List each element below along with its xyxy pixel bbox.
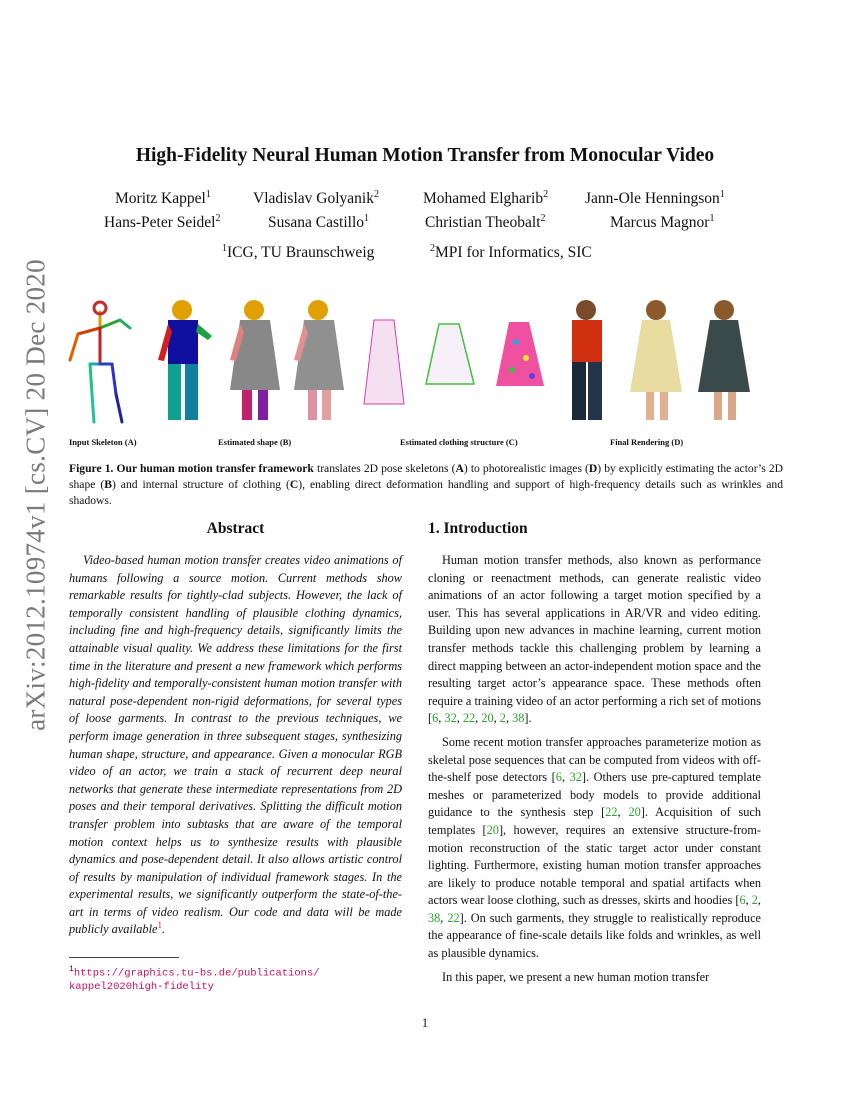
affiliation: $^2$MPI for Informatics, SIC: [430, 242, 592, 261]
text-run: Some recent motion transfer approaches parameterize motion as skeletal pose sequences that can be computed from videos with off-the-shelf pose detectors [: [428, 734, 761, 785]
citation-link[interactable]: 38: [512, 711, 525, 726]
citation-link[interactable]: 6: [555, 770, 562, 785]
text-run: ,: [475, 711, 482, 726]
citation-link[interactable]: 22: [605, 805, 618, 820]
page-number: 1: [421, 1016, 429, 1030]
figure-label-a: Input Skeleton (A): [69, 437, 137, 447]
abstract-text: Video-based human motion transfer creates video animations of humans following a source motion. Current methods show remarkable results for tightly-clad subjects. However, the lack of temporally consistent handling of plausible clothing dynamics, including fine and high-frequency details, significantly limits the attainable visual quality. We address these limitations for the first time in the literature and present a new framework which performs high-fidelity and temporally-consistent human motion transfer with natural pose-dependent non-rigid deformations, for several types of loose garments. In contrast to the previous techniques, we perform image generation in three subsequent stages, synthesizing human shape, structure, and appearance. Given a monocular RGB video of an actor, we train a stack of recurrent deep neural networks that generate these intermediate representations from 2D poses and their temporal derivatives. Splitting the difficult motion transfer problem into subtasks that are aware of the temporal motion context helps us to synthesize results with plausible dynamics and pose-dependent detail. It also allows artistic control of results by manipulation of individual framework stages. In the experimental results, we significantly outperform the state-of-the-art in terms of video realism. Our code and data will be made publicly available$^1$.: [69, 553, 402, 937]
author: Mohamed Elgharib$^2$: [423, 188, 549, 207]
intro-body: [428, 552, 761, 986]
abstract-section: [69, 520, 402, 939]
citation-link[interactable]: 2: [499, 711, 506, 726]
text-run: ,: [617, 805, 629, 820]
author: Vladislav Golyanik$^2$: [253, 188, 379, 207]
citation-link[interactable]: 2: [751, 893, 758, 908]
text-run: In this paper, we present a new human motion transfer: [442, 969, 710, 984]
citation-link[interactable]: 6: [432, 711, 439, 726]
final-rendering-figures: [572, 300, 750, 420]
affiliation: $^1$ICG, TU Braunschweig: [222, 242, 375, 261]
intro-paragraph: [428, 734, 761, 963]
figure-label-b: Estimated shape (B): [218, 437, 292, 447]
text-run: ,: [493, 711, 500, 726]
citation-link[interactable]: 6: [739, 893, 746, 908]
text-run: ,: [440, 910, 448, 925]
footnote-link[interactable]: https://graphics.tu-bs.de/publications/: [73, 967, 320, 980]
arxiv-watermark: [14, 259, 58, 731]
text-run: ]. Others use pre-captured template meshes or parameterized body models to provide additional guidance to the synthesis step [: [428, 770, 762, 820]
intro-paragraph: [428, 969, 761, 987]
text-run: Human motion transfer methods, also known as performance cloning or reenactment methods, can generate realistic video animations of an actor following a target motion specified by a user. This has several applications in AR/VR and video editing. Building upon new advances in machine learning, current motion transfer methods tackle this challenging problem by learning a direct mapping between an actor-independent motion space and the resulting target actor’s appearance space. These methods often require a training video of an actor performing a rich set of motions [: [428, 553, 761, 726]
text-run: ,: [456, 711, 463, 726]
author: Moritz Kappel$^1$: [115, 188, 211, 207]
figure-label-c: Estimated clothing structure (C): [400, 437, 518, 447]
text-run: ,: [745, 893, 752, 908]
text-run: ,: [757, 893, 761, 908]
text-run: ,: [561, 770, 570, 785]
paper-title: High-Fidelity Neural Human Motion Transfer from Monocular Video: [135, 145, 715, 166]
author: Hans-Peter Seidel$^2$: [104, 212, 221, 231]
text-run: ,: [438, 711, 445, 726]
text-run: ,: [505, 711, 513, 726]
citation-link[interactable]: 20: [486, 822, 499, 837]
citation-link[interactable]: 20: [628, 805, 641, 820]
estimated-shape-figures: [158, 300, 344, 420]
footnote: $^1$https://graphics.tu-bs.de/publications/ kappel2020high-fidelity: [69, 958, 402, 994]
figure-caption: Figure 1. Our human motion transfer framework translates 2D pose skeletons (A) to photorealistic images (D) by explicitly estimating the actor’s 2D shape (B) and internal structure of clothing (C), enabling direct deformation handling and support of high-frequency details such as wrinkles and shadows.: [69, 462, 783, 507]
introduction-section: [428, 520, 761, 992]
footnote-link-cont[interactable]: kappel2020high-fidelity: [69, 980, 214, 993]
text-run: ].: [524, 711, 532, 726]
citation-link[interactable]: 20: [481, 711, 494, 726]
intro-heading: 1. Introduction: [428, 520, 528, 537]
clothing-structure-figures: [364, 320, 544, 404]
figure-label-d: Final Rendering (D): [610, 437, 684, 447]
text-run: ]. On such garments, they struggle to realistically reproduce the appearance of fine-scale details like folds and wrinkles, as well as plausible dynamics.: [428, 910, 761, 961]
citation-link[interactable]: 32: [569, 770, 582, 785]
footnote-ref[interactable]: 1: [157, 920, 162, 931]
abstract-heading: Abstract: [206, 520, 265, 537]
arxiv-id: arXiv:2012.10974v1 [cs.CV] 20 Dec 2020: [20, 259, 51, 731]
citation-link[interactable]: 22: [462, 711, 476, 726]
text-run: ]. Acquisition of such templates [: [428, 805, 762, 837]
teaser-figure: [64, 298, 786, 430]
text-run: ], however, requires an extensive structure-from-motion reconstruction of the static target actor under constant lighting. Furthermore, existing human motion transfer approaches are likely to produce notable temporal and spatial artifacts when actors wear loose clothing, such as dresses, skirts and hoodies [: [428, 822, 761, 908]
citation-link[interactable]: 22: [447, 910, 460, 925]
author: Marcus Magnor$^1$: [610, 212, 715, 231]
intro-paragraph: [428, 552, 761, 728]
citation-link[interactable]: 38: [428, 910, 441, 925]
author: Jann-Ole Henningson$^1$: [585, 188, 725, 207]
author: Susana Castillo$^1$: [268, 212, 370, 231]
author: Christian Theobalt$^2$: [425, 212, 546, 231]
input-skeleton-figure: [70, 302, 130, 422]
citation-link[interactable]: 32: [444, 711, 457, 726]
